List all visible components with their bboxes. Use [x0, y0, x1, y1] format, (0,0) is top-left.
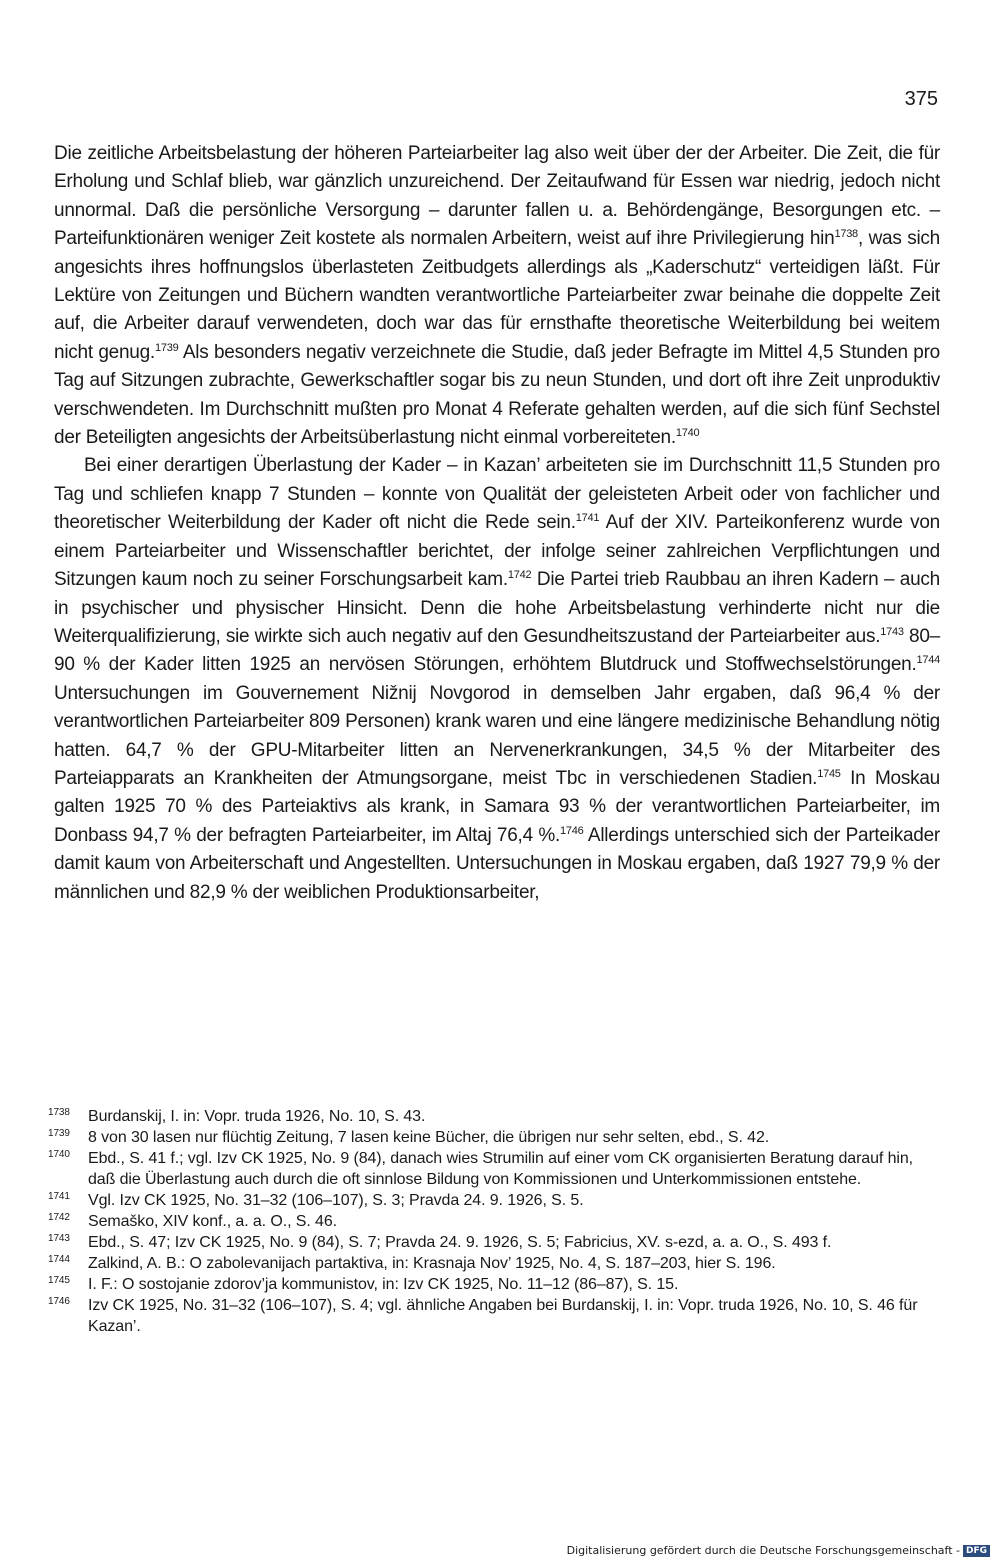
footnote-ref: 1746: [560, 824, 584, 837]
footnote-ref: 1740: [675, 427, 700, 440]
footnote-number: 1738: [48, 1107, 70, 1118]
footnote-text: Burdanskij, I. in: Vopr. truda 1926, No. 10, S. 43.: [88, 1108, 426, 1125]
footnote-text: Ebd., S. 41 f.; vgl. Izv CK 1925, No. 9 (84), danach wies Strumilin auf einer vom CK organisierten Beratung darauf hin, daß die Überlastung auch durch die oft sinnlose Bildung von Kommissionen und Unterkommissionen entstehe.: [88, 1150, 913, 1188]
text-segment: In Moskau galten 1925 70 % des Parteiaktivs als krank, in Samara 93 % der verantwortlichen Parteiarbeiter, im Donbass 94,7 % der befragten Parteiarbeiter, im Altaj 76,4 %.: [54, 767, 940, 846]
footnote-text: Zalkind, A. B.: O zabolevanijach partaktiva, in: Krasnaja Nov’ 1925, No. 4, S. 187–203, hier S. 196.: [88, 1255, 776, 1272]
footnote: [48, 1148, 940, 1190]
text-segment: Die zeitliche Arbeitsbelastung der höheren Parteiarbeiter lag also weit über der der Arbeiter. Die Zeit, die für Erholung und Schlaf blieb, war gänzlich unzureichend. Der Zeitaufwand für Essen war niedrig, jedoch nicht unnormal. Daß die persönliche Versorgung – darunter fallen u. a. Behördengänge, Besorgungen etc. – Parteifunktionären weniger Zeit kostete als normalen Arbeitern, weist auf ihre Privilegierung hin: [54, 143, 940, 250]
footnote-ref: 1739: [154, 341, 179, 354]
footnote-text: I. F.: O sostojanie zdorov’ja kommunistov, in: Izv CK 1925, No. 11–12 (86–87), S. 15.: [88, 1276, 679, 1293]
page-number: 375: [904, 88, 938, 110]
text-segment: Allerdings unterschied sich der Parteikader damit kaum von Arbeiterschaft und Angestellten. Untersuchungen in Moskau ergaben, daß 1927 79,9 % der männlichen und 82,9 % der weiblichen Produktionsarbeiter,: [54, 824, 940, 903]
footnote-text: Ebd., S. 47; Izv CK 1925, No. 9 (84), S. 7; Pravda 24. 9. 1926, S. 5; Fabricius, XV. s-ezd, a. a. O., S. 493 f.: [88, 1234, 832, 1251]
footnote: [48, 1127, 940, 1148]
footnote-ref: 1744: [916, 654, 940, 667]
dfg-logo: DFG: [963, 1545, 990, 1557]
footnote-number: 1743: [48, 1233, 70, 1244]
text-segment: Auf der XIV. Parteikonferenz wurde von einem Parteiarbeiter und Wissenschaftler berichtet, der infolge seiner zahlreichen Verpflichtungen und Sitzungen kaum noch zu seiner Forschungsarbeit kam.: [54, 512, 940, 591]
footnote-ref: 1745: [817, 767, 841, 780]
text-segment: Als besonders negativ verzeichnete die Studie, daß jeder Befragte im Mittel 4,5 Stunden pro Tag auf Sitzungen zubrachte, Gewerkschaftler sogar bis zu neun Stunden, und dort oft ihre Zeit unproduktiv verschwendeten. Im Durchschnitt mußten pro Monat 4 Referate gehalten werden, auf die sich fünf Sechstel der Beteiligten angesichts der Arbeitsüberlastung nicht einmal vorbereiteten.: [54, 341, 940, 449]
footnote-number: 1741: [48, 1191, 70, 1202]
footnote-number: 1740: [48, 1149, 70, 1160]
footnote-ref: 1738: [834, 228, 858, 241]
body-text: [54, 140, 940, 907]
text-segment: Die Partei trieb Raubbau an ihren Kadern – auch in psychischer und physischer Hinsicht. Denn die hohe Arbeitsbelastung verhinderte nicht nur die Weiterqualifizierung, sie wirkte sich auch negativ auf den Gesundheitszustand der Parteiarbeiter aus.: [54, 569, 940, 647]
footnote-text: 8 von 30 lasen nur flüchtig Zeitung, 7 lasen keine Bücher, die übrigen nur sehr selten, ebd., S. 42.: [88, 1129, 770, 1146]
footnote-number: 1742: [48, 1212, 70, 1223]
footnote: [48, 1274, 940, 1295]
digitization-credit: [567, 1544, 990, 1557]
footnote-ref: 1742: [507, 569, 532, 582]
footnote-number: 1744: [48, 1254, 70, 1265]
footnote-ref: 1741: [575, 512, 600, 525]
footnote-number: 1745: [48, 1275, 70, 1286]
footnote-number: 1739: [48, 1128, 70, 1139]
paragraph: [54, 140, 940, 452]
text-segment: Bei einer derartigen Überlastung der Kader – in Kazan’ arbeiteten sie im Durchschnitt 11,5 Stunden pro Tag und schliefen knapp 7 Stunden – konnte von Qualität der geleisteten Arbeit oder von fachlicher und theoretischer Weiterbildung der Kader oft nicht die Rede sein.: [54, 455, 940, 534]
footnote-number: 1746: [48, 1296, 70, 1307]
footnote: [48, 1106, 940, 1127]
text-segment: 80–90 % der Kader litten 1925 an nervösen Störungen, erhöhtem Blutdruck und Stoffwechselstörungen.: [54, 625, 940, 676]
text-segment: Untersuchungen im Gouvernement Nižnij Novgorod in demselben Jahr ergaben, daß 96,4 % der verantwortlichen Parteiarbeiter 809 Personen) krank waren und eine längere medizinische Behandlung nötig hatten. 64,7 % der GPU-Mitarbeiter litten an Nervenerkrankungen, 34,5 % der Mitarbeiter des Parteiapparats an Krankheiten der Atmungsorgane, meist Tbc in verschiedenen Stadien.: [54, 682, 940, 789]
footnotes: [48, 1106, 940, 1337]
text-segment: , was sich angesichts ihres hoffnungslos überlasteten Zeitbudgets allerdings als „Kaderschutz“ verteidigen läßt. Für Lektüre von Zeitungen und Büchern wandten verantwortliche Parteiarbeiter zwar beinahe die doppelte Zeit auf, die Arbeiter darauf verwendeten, doch war das für ernsthafte theoretische Weiterbildung bei weitem nicht genug.: [54, 228, 940, 363]
footnote-ref: 1743: [880, 625, 904, 638]
credit-text: Digitalisierung gefördert durch die Deutsche Forschungsgemeinschaft -: [566, 1544, 960, 1557]
footnote: [48, 1295, 940, 1337]
footnote: [48, 1253, 940, 1274]
footnote: [48, 1190, 940, 1211]
paragraph: [54, 452, 940, 907]
footnote: [48, 1211, 940, 1232]
footnote-text: Semaško, XIV konf., a. a. O., S. 46.: [88, 1213, 337, 1230]
footnote: [48, 1232, 940, 1253]
footnote-text: Vgl. Izv CK 1925, No. 31–32 (106–107), S. 3; Pravda 24. 9. 1926, S. 5.: [88, 1192, 584, 1209]
footnote-text: Izv CK 1925, No. 31–32 (106–107), S. 4; vgl. ähnliche Angaben bei Burdanskij, I. in: Vopr. truda 1926, No. 10, S. 46 für Kazan’.: [88, 1297, 918, 1335]
